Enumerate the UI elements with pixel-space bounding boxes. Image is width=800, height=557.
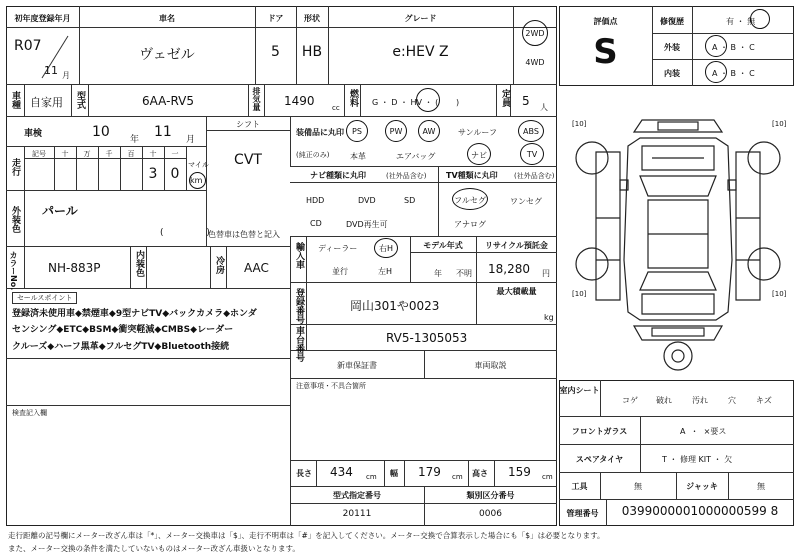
equip-airbag: エアバッグ <box>396 152 436 161</box>
max-load-label: 最大積載量 <box>496 287 537 296</box>
disp-unit: cc <box>332 104 340 112</box>
km-label: km <box>190 176 203 185</box>
equip-abs: ABS <box>523 127 539 136</box>
tools-label: 工具 <box>571 482 588 491</box>
drive-2wd: 2WD <box>525 29 545 38</box>
color-no-label: カラーNo. <box>9 251 18 291</box>
type-no: 20111 <box>342 509 372 519</box>
grade-label: グレード <box>404 14 437 23</box>
mileage-col: 一 <box>171 150 179 158</box>
width: 179 <box>418 465 441 479</box>
color-value: パール <box>42 204 78 218</box>
equip-aw: AW <box>422 127 436 136</box>
type-no-label: 型式指定番号 <box>333 491 381 500</box>
fuel-hv-circle <box>416 88 440 112</box>
footer-line-1: 走行距離の記号欄にメーター改ざん車は「*」、メーター交換車は「$」、走行不明車は「#」を記入してください。メーター交換で合算表示した場合にも「$」は必要となります。 <box>8 531 605 540</box>
seat-scratch: キズ <box>756 396 772 405</box>
tools: 無 <box>634 482 642 491</box>
mm-label-3: [10] <box>572 290 587 298</box>
interior-color-label: 内装色 <box>134 250 144 277</box>
import-left: 左H <box>378 267 393 276</box>
recycle-value: 18,280 <box>488 262 530 276</box>
navi-dvd: DVD <box>358 196 376 205</box>
sales-title: セールスポイント <box>12 292 77 304</box>
ac: AAC <box>244 261 269 275</box>
equip-label: 装備品に丸印 <box>296 128 344 137</box>
exterior-options: A ・ B ・ C <box>712 43 755 52</box>
use-label: 車種 <box>10 91 20 109</box>
seat-label: 室内シート <box>559 386 600 395</box>
height-unit: cm <box>542 473 553 481</box>
reg-year-label: 初年度登録年月 <box>14 14 71 23</box>
navi-sd: SD <box>404 196 416 205</box>
capacity: 5 <box>522 94 530 108</box>
jack: 無 <box>757 482 765 491</box>
ac-label: 冷房 <box>214 256 224 274</box>
inspect-year-unit: 年 <box>130 135 140 145</box>
notes-title: 注意事項・不具合箇所 <box>296 382 366 390</box>
shape: HB <box>301 44 323 60</box>
tv-title: TV種類に丸印 <box>446 171 498 180</box>
mileage-col: 百 <box>127 150 135 158</box>
equip-leather: 本革 <box>350 152 366 161</box>
car-name: ヴェゼル <box>139 47 195 63</box>
equip-sunroof: サンルーフ <box>458 128 497 137</box>
mileage-col: 十 <box>149 150 157 158</box>
car-diagram <box>562 100 794 380</box>
color-no: NH-883P <box>48 261 101 275</box>
plate: 岡山301や0023 <box>350 299 440 313</box>
jack-label: ジャッキ <box>686 482 718 491</box>
mileage-digit: 3 <box>148 166 158 182</box>
mileage-col-mark: 記号 <box>32 150 46 158</box>
seat-dirt: 汚れ <box>692 396 708 405</box>
recycle-unit: 円 <box>542 269 550 278</box>
use: 自家用 <box>30 96 63 109</box>
manage-label: 管理番号 <box>566 509 599 518</box>
fuel-options: G ・ D ・ HV ・ ( ) <box>372 98 460 107</box>
manual: 車両取説 <box>474 361 507 370</box>
score: S <box>593 32 618 72</box>
equip-navi: ナビ <box>471 151 487 160</box>
interior-selected-circle <box>705 61 727 83</box>
navi-cd: CD <box>310 219 322 228</box>
navi-title: ナビ種類に丸印 <box>310 171 366 180</box>
width-unit: cm <box>452 473 463 481</box>
reg-month-unit: 月 <box>62 71 70 80</box>
drive-4wd: 4WD <box>525 58 545 67</box>
spare-label: スペアタイヤ <box>575 455 624 464</box>
color-note: 色替車は色替と記入 <box>208 230 280 239</box>
height-label: 高さ <box>472 469 488 478</box>
repair-selected-circle <box>750 9 770 29</box>
score-label: 評価点 <box>593 17 618 26</box>
seat-hole: 穴 <box>728 396 736 405</box>
length-unit: cm <box>366 473 377 481</box>
reg-month: 11 <box>44 64 58 77</box>
mileage-col: 万 <box>83 150 91 158</box>
spare-options: T ・ 修理 KIT ・ 欠 <box>662 455 733 464</box>
max-load-unit: kg <box>544 313 554 322</box>
import-label: 輸入車 <box>294 242 304 269</box>
equip-ps: PS <box>352 127 362 136</box>
warranty: 新車保証書 <box>337 361 377 370</box>
navi-hdd: HDD <box>306 196 325 205</box>
interior-label: 内装 <box>664 69 680 78</box>
displacement: 1490 <box>284 94 315 108</box>
inspect-month-unit: 月 <box>186 135 196 145</box>
seat-tear: 破れ <box>656 396 672 405</box>
navi-dvd-play: DVD再生可 <box>346 220 388 229</box>
exterior-label: 外装 <box>664 43 680 52</box>
shape-label: 形状 <box>304 14 320 23</box>
repair-options: 有 ・ 無 <box>726 17 756 26</box>
model: 6AA-RV5 <box>142 94 194 108</box>
doors: 5 <box>271 44 280 60</box>
capacity-unit: 人 <box>540 103 548 112</box>
model-year-label: モデル年式 <box>423 241 463 250</box>
mileage-col: 千 <box>105 150 113 158</box>
mm-label-2: [10] <box>772 120 787 128</box>
grade: e:HEV Z <box>392 44 449 60</box>
tv-oneseg: ワンセグ <box>510 197 542 206</box>
inspect-label: 車検 <box>24 129 43 139</box>
car-name-label: 車名 <box>159 14 175 23</box>
exterior-selected-circle <box>705 35 727 57</box>
mm-label-1: [10] <box>572 120 587 128</box>
mileage-label: 走行 <box>10 158 20 176</box>
equip-sub: (純正のみ) <box>296 151 330 159</box>
capacity-label: 定員 <box>500 89 510 107</box>
inspection-notes-title: 検査記入欄 <box>12 409 47 417</box>
height: 159 <box>508 465 531 479</box>
plate-label: 登録番号 <box>294 288 304 324</box>
seat-burn: コゲ <box>622 396 638 405</box>
mm-label-4: [10] <box>772 290 787 298</box>
import-parallel: 並行 <box>332 267 348 276</box>
shift: CVT <box>234 152 262 168</box>
inspect-month: 11 <box>154 124 172 140</box>
mileage-digit: 0 <box>170 166 180 182</box>
equip-pw: PW <box>389 127 403 136</box>
recycle-label: リサイクル預託金 <box>485 241 548 250</box>
repair-label: 修復歴 <box>660 17 684 26</box>
fuel-label: 燃料 <box>348 89 358 107</box>
mileage-col: 十 <box>61 150 69 158</box>
interior-options: A ・ B ・ C <box>712 69 755 78</box>
glass-label: フロントガラス <box>571 427 628 436</box>
door-label: ドア <box>267 14 284 23</box>
class-no: 0006 <box>479 509 502 519</box>
class-no-label: 類別区分番号 <box>466 491 515 500</box>
chassis-label: 車台番号 <box>294 326 304 362</box>
length-label: 長さ <box>296 469 312 478</box>
color-label: 外装色 <box>10 206 20 233</box>
equip-tv: TV <box>526 150 538 159</box>
reg-era: R07 <box>14 38 42 54</box>
sales-line-3: クルーズ◆ハーフ黒革◆フルセグTV◆Bluetooth接続 <box>12 342 230 352</box>
shift-label: シフト <box>236 120 260 129</box>
tv-fullseg: フルセグ <box>454 196 486 205</box>
color-paren: ( ) <box>160 228 210 238</box>
navi-sub: (社外品含む) <box>386 172 427 180</box>
import-right: 右H <box>378 244 393 253</box>
model-label: 型式 <box>75 91 85 109</box>
chassis-number: RV5-1305053 <box>386 331 468 345</box>
length: 434 <box>330 465 353 479</box>
tv-sub: (社外品含む) <box>514 172 555 180</box>
sales-line-1: 登録済未使用車◆禁煙車◆9型ナビTV◆バックカメラ◆ホンダ <box>12 309 257 319</box>
footer-line-2: また、メーター交換の条件を満たしていないものはメーター改ざん車扱いとなります。 <box>8 544 300 553</box>
width-label: 幅 <box>390 469 398 478</box>
import-dealer: ディーラー <box>318 244 358 253</box>
manage-number: 0399000001000000599 8 <box>621 504 779 518</box>
sales-line-2: センシング◆ETC◆BSM◆衝突軽減◆CMBS◆レーダー <box>12 325 234 335</box>
mile-label: マイル <box>188 161 209 169</box>
glass-options: A ・ ×要ス <box>680 427 727 436</box>
disp-label: 排気量 <box>252 87 261 111</box>
model-year-unit: 年 <box>434 269 442 278</box>
model-year-unknown: 不明 <box>456 269 472 278</box>
inspect-year: 10 <box>92 124 110 140</box>
tv-analog: アナログ <box>454 220 486 229</box>
